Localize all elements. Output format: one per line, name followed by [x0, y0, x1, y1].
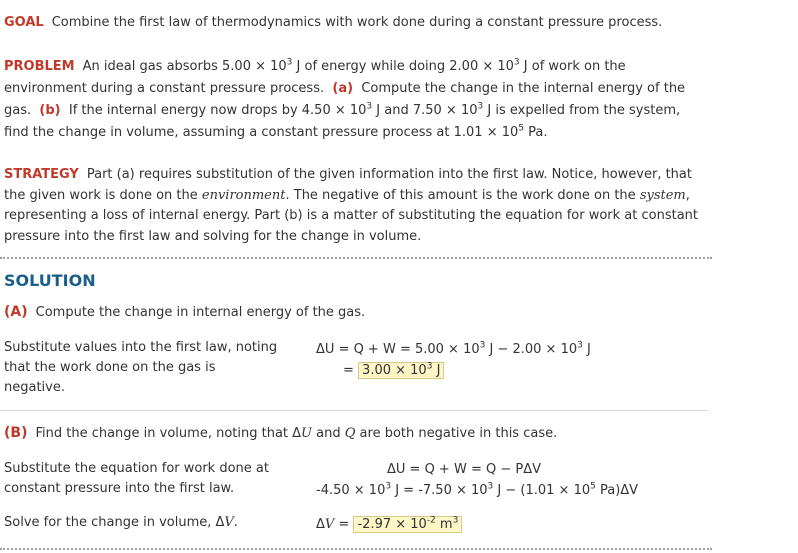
variable-v: V: [324, 517, 335, 532]
equation-text: J: [582, 342, 591, 357]
problem-text: If the internal energy now drops by 4.50 × 10: [68, 103, 367, 118]
problem-text: J is expelled from the system, find the change in volume, assuming a constant pressure process at 1.01 × 10: [4, 103, 681, 140]
goal-label: GOAL: [4, 15, 44, 30]
step-text: .: [233, 515, 238, 530]
variable-v: V: [224, 515, 234, 530]
problem-paragraph: [4, 56, 704, 144]
delta-symbol: Δ: [316, 517, 325, 532]
problem-text: J of energy while doing 2.00 × 10: [292, 59, 514, 74]
exponent: 3: [477, 101, 484, 112]
exponent: 5: [590, 481, 596, 492]
part-b-title: Find the change in volume, noting that Δ: [35, 426, 302, 441]
part-a-label: (a): [332, 81, 354, 96]
part-b-step-1: Substitute the equation for work done at constant pressure into the first law.: [4, 461, 269, 496]
strategy-text: . The negative of this amount is the work done on the: [285, 187, 640, 203]
equals-sign: =: [334, 517, 354, 532]
equation-text: J = -7.50 × 10: [391, 483, 488, 498]
exponent: -2: [426, 515, 436, 526]
problem-text: An ideal gas absorbs 5.00 × 10: [82, 59, 287, 74]
strategy-emphasis: environment: [201, 187, 286, 203]
part-a-equation: [316, 340, 591, 360]
exponent: 3: [286, 57, 293, 68]
equation-text: -4.50 × 10: [316, 483, 386, 498]
equation-text: J − (1.01 × 10: [493, 483, 591, 498]
part-a-title: Compute the change in internal energy of the gas.: [35, 305, 366, 320]
problem-text: J of work on the environment during a constant pressure process.: [4, 59, 626, 96]
part-b-answer: [353, 516, 462, 533]
exponent: 3: [487, 481, 494, 492]
part-b-answer-line: [316, 515, 462, 535]
part-b-label: (b): [39, 103, 61, 118]
goal-paragraph: [4, 12, 704, 34]
variable-q: Q: [344, 426, 356, 441]
bottom-dotted-divider: [0, 548, 712, 550]
part-a-answer: [358, 362, 444, 379]
part-b-solution-label: (B): [4, 425, 28, 441]
strategy-label: STRATEGY: [4, 167, 79, 182]
problem-label: PROBLEM: [4, 59, 75, 74]
answer-text: -2.97 × 10: [357, 517, 427, 532]
part-a-text: Compute the change in the internal energy of the gas.: [4, 81, 686, 118]
problem-text: Pa.: [524, 125, 548, 140]
part-a-heading: [4, 304, 365, 320]
part-b-title: are both negative in this case.: [355, 426, 558, 441]
equation-text: J − 2.00 × 10: [485, 342, 578, 357]
part-a-answer-line: [343, 361, 444, 381]
part-b-title: and: [312, 426, 345, 441]
answer-text: m: [435, 517, 453, 532]
step-text: Solve for the change in volume, Δ: [4, 515, 225, 530]
part-b-heading: [4, 425, 557, 441]
problem-text: J and 7.50 × 10: [372, 103, 478, 118]
part-a-solution-label: (A): [4, 304, 28, 320]
equation-text: Pa)ΔV: [595, 483, 639, 498]
goal-text: Combine the first law of thermodynamics with work done during a constant pressure process.: [51, 15, 663, 30]
solid-divider: [0, 410, 708, 411]
strategy-paragraph: [4, 165, 704, 247]
variable-u: U: [301, 426, 313, 441]
dotted-divider: [0, 257, 712, 259]
exponent: 3: [366, 101, 373, 112]
equation-text: ΔU = Q + W = 5.00 × 10: [316, 342, 480, 357]
exponent: 3: [452, 515, 459, 526]
part-b-step-2: [4, 513, 284, 533]
exponent: 5: [518, 123, 525, 134]
exponent: 3: [513, 57, 520, 68]
strategy-text: , representing a loss of internal energy. Part (b) is a matter of substituting the equation for work at constant pressure into the first law and solving for the change in volume.: [4, 187, 699, 244]
part-a-step: Substitute values into the first law, noting that the work done on the gas is negative.: [4, 340, 278, 395]
strategy-emphasis: system: [639, 187, 686, 203]
exponent: 3: [385, 481, 392, 492]
exponent: 3: [479, 340, 486, 351]
strategy-text: Part (a) requires substitution of the given information into the first law. Notice, however, that the given work is done on the: [4, 167, 692, 203]
answer-text: 3.00 × 10: [362, 363, 427, 378]
solution-heading: SOLUTION: [4, 271, 96, 290]
equals-sign: =: [343, 363, 354, 378]
answer-text: J: [432, 363, 441, 378]
part-b-equation-2: [316, 481, 638, 501]
part-b-equation-1: ΔU = Q + W = Q − PΔV: [387, 462, 541, 477]
exponent: 3: [577, 340, 583, 351]
exponent: 3: [426, 361, 433, 372]
